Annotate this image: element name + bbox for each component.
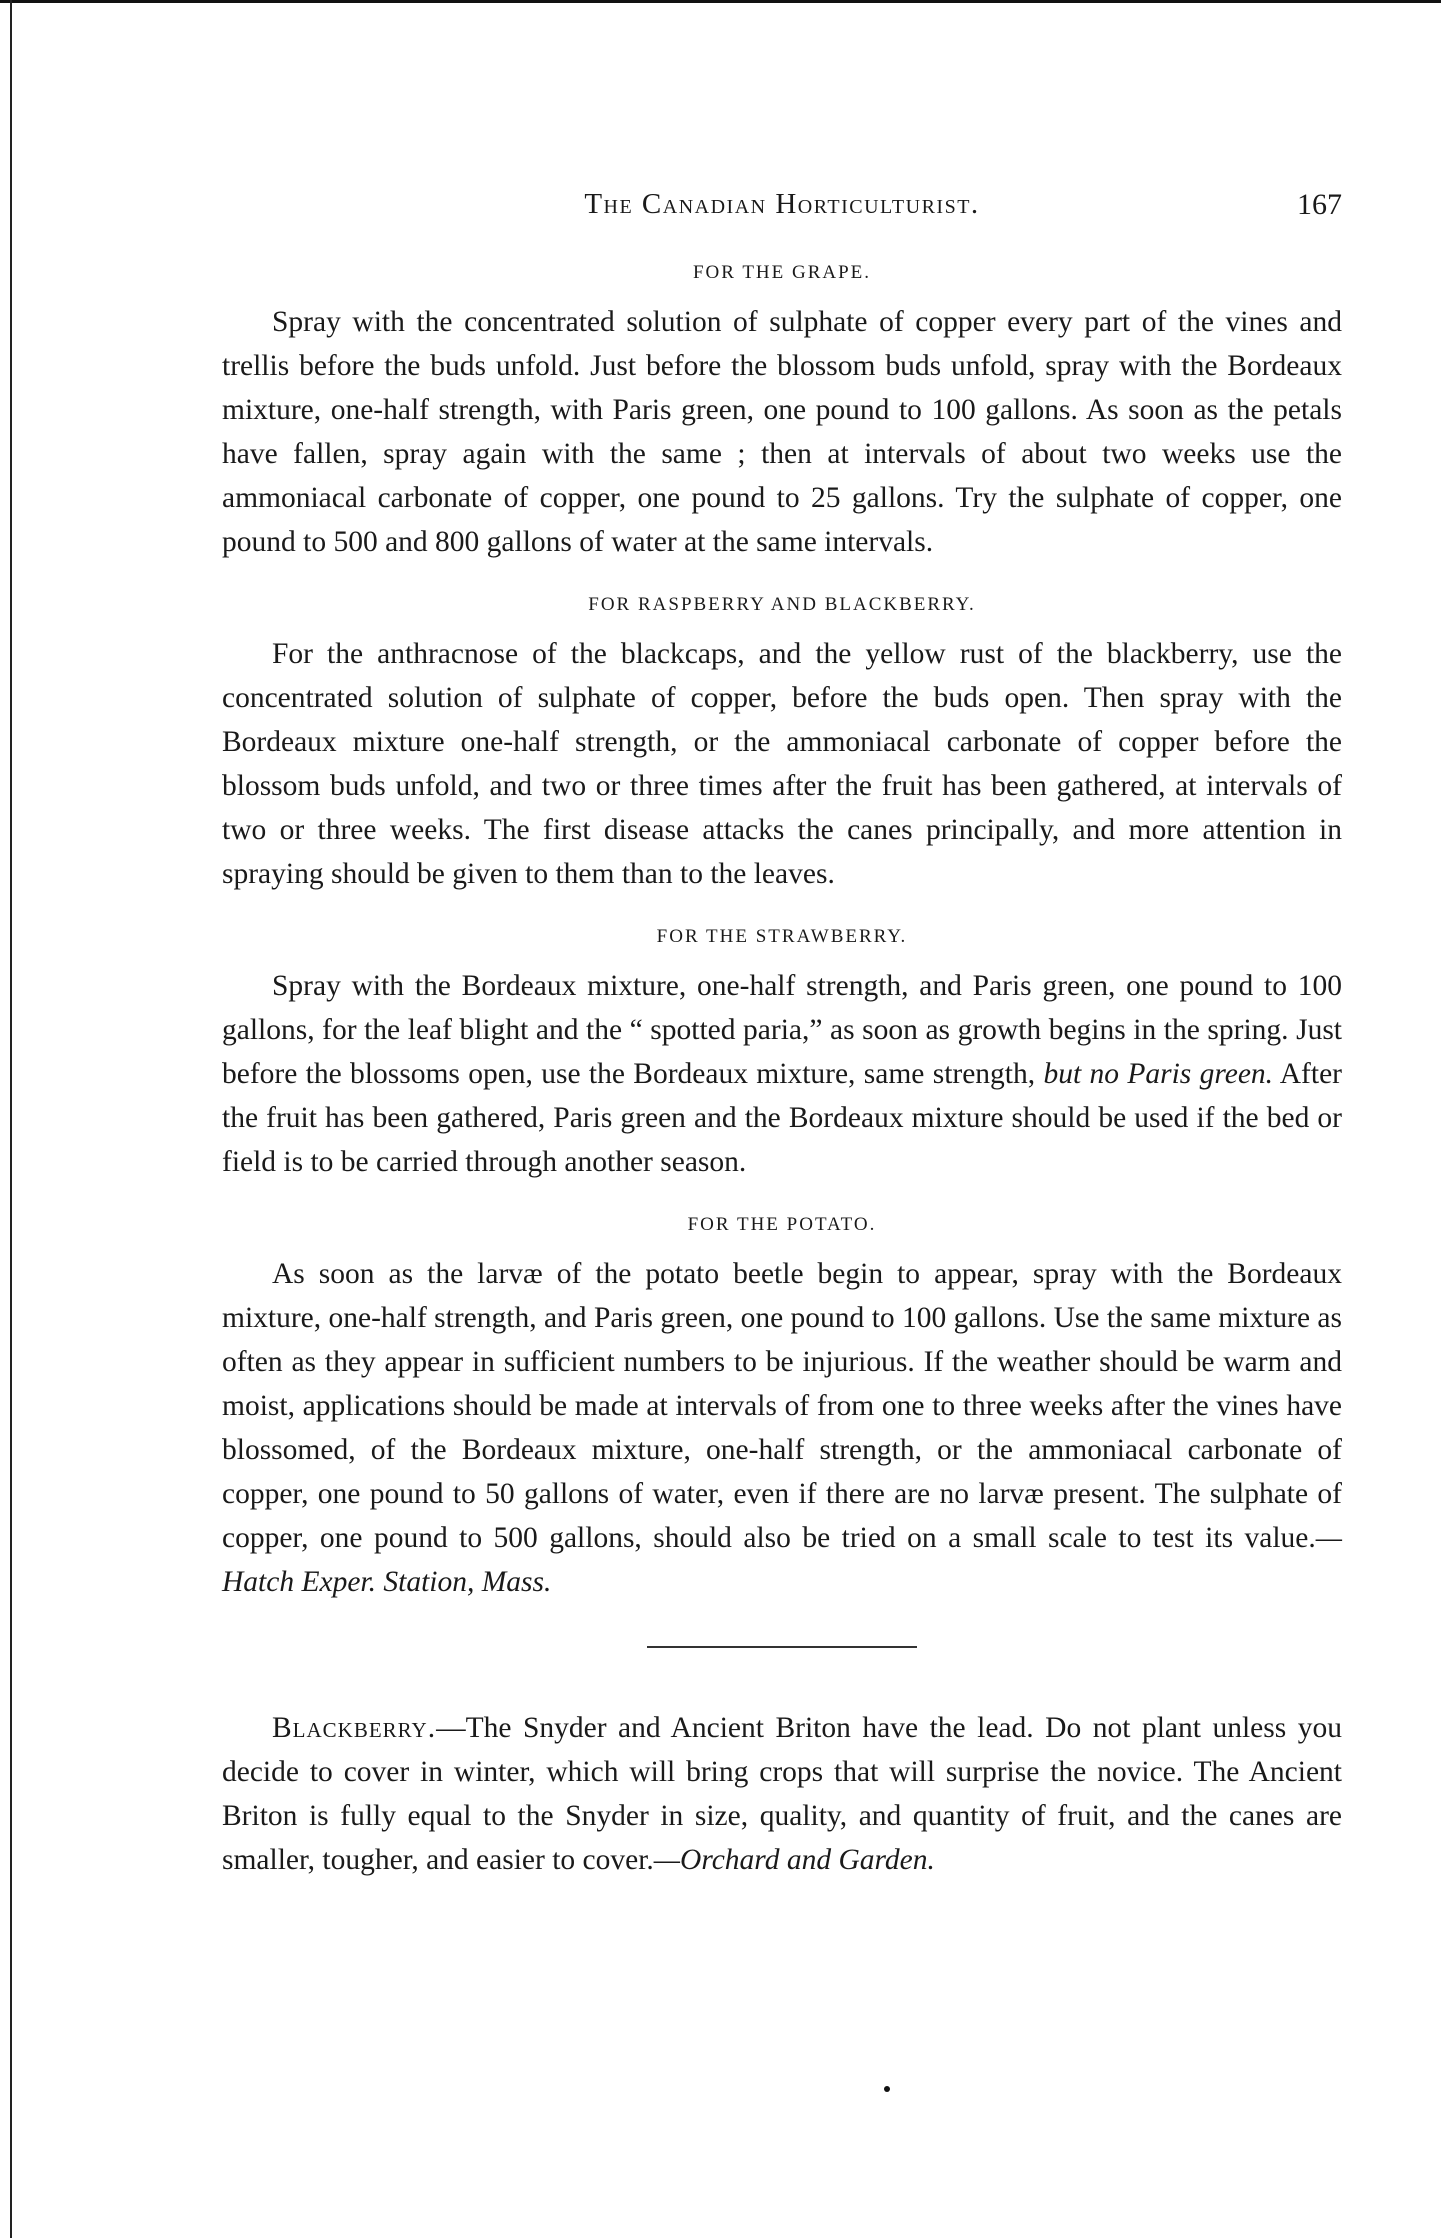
section-heading-strawberry: FOR THE STRAWBERRY. (656, 926, 908, 947)
blackberry-source: —Orchard and Garden. (653, 1844, 935, 1876)
strawberry-text-after: After the fruit has been gathered, Paris green and the Bordeaux mixture should be used if the bed or field is to be carried through another season. (222, 1058, 1342, 1178)
blackberry-text: —The Snyder and Ancient Briton have the lead. Do not plant unless you decide to cover in winter, which will bring crops that will surprise the novice. The Ancient Briton is fully equal to the Snyder in size, quality, and quantity of fruit, and the canes are smaller, tougher, and easier to cover. (222, 1712, 1342, 1876)
section-heading-potato: FOR THE POTATO. (687, 1214, 877, 1235)
paragraph-grape: Spray with the concentrated solution of sulphate of copper every part of the vines and trellis before the buds unfold. Just before the blossom buds unfold, spray with the Bordeaux mixture, one-half strength, with Paris green, one pound to 100 gallons. As soon as the petals have fallen, spray again with the same ; then at intervals of about two weeks use the ammoniacal carbonate of copper, one pound to 25 gallons. Try the sulphate of copper, one pound to 500 and 800 gallons of water at the same intervals. (222, 306, 1342, 558)
section-heading-grape: FOR THE GRAPE. (692, 262, 872, 283)
running-head (222, 188, 1342, 228)
page-number: 167 (1297, 188, 1342, 221)
top-border-rule (0, 0, 1441, 3)
article-body (222, 262, 1342, 1882)
section-heading-raspberry: FOR RASPBERRY AND BLACKBERRY. (588, 594, 976, 615)
paragraph-potato (222, 1252, 1342, 1604)
ink-speck (884, 2086, 890, 2092)
journal-title: The Canadian Horticulturist. (584, 188, 980, 220)
strawberry-text-before: Spray with the Bordeaux mixture, one-half strength, and Paris green, one pound to 100 gallons, for the leaf blight and the “ spotted paria,” as soon as growth begins in the spring. Just before the blossoms open, use the Bordeaux mixture, same strength, (222, 970, 1342, 1090)
paragraph-strawberry (222, 964, 1342, 1184)
section-divider (647, 1646, 917, 1648)
potato-text: As soon as the larvæ of the potato beetle begin to appear, spray with the Bordeaux mixture, one-half strength, and Paris green, one pound to 100 gallons. Use the same mixture as often as they appear in sufficient numbers to be injurious. If the weather should be warm and moist, applications should be made at intervals of from one to three weeks after the vines have blossomed, of the Bordeaux mixture, one-half strength, or the ammoniacal carbonate of copper, one pound to 50 gallons of water, even if there are no larvæ present. The sulphate of copper, one pound to 500 gallons, should also be tried on a small scale to test its value. (222, 1258, 1342, 1554)
paragraph-raspberry: For the anthracnose of the blackcaps, and the yellow rust of the blackberry, use the concentrated solution of sulphate of copper, before the buds open. Then spray with the Bordeaux mixture one-half strength, or the ammoniacal carbonate of copper before the blossom buds unfold, and two or three times after the fruit has been gathered, at intervals of two or three weeks. The first disease attacks the canes principally, and more attention in spraying should be given to them than to the leaves. (222, 638, 1342, 890)
blackberry-lead: Blackberry. (272, 1712, 437, 1744)
paragraph-blackberry-note (222, 1706, 1342, 1882)
left-border-rule (10, 0, 12, 2238)
potato-source: —Hatch Exper. Station, Mass. (222, 1522, 1342, 1598)
strawberry-text-italic: but no Paris green. (1043, 1058, 1274, 1090)
